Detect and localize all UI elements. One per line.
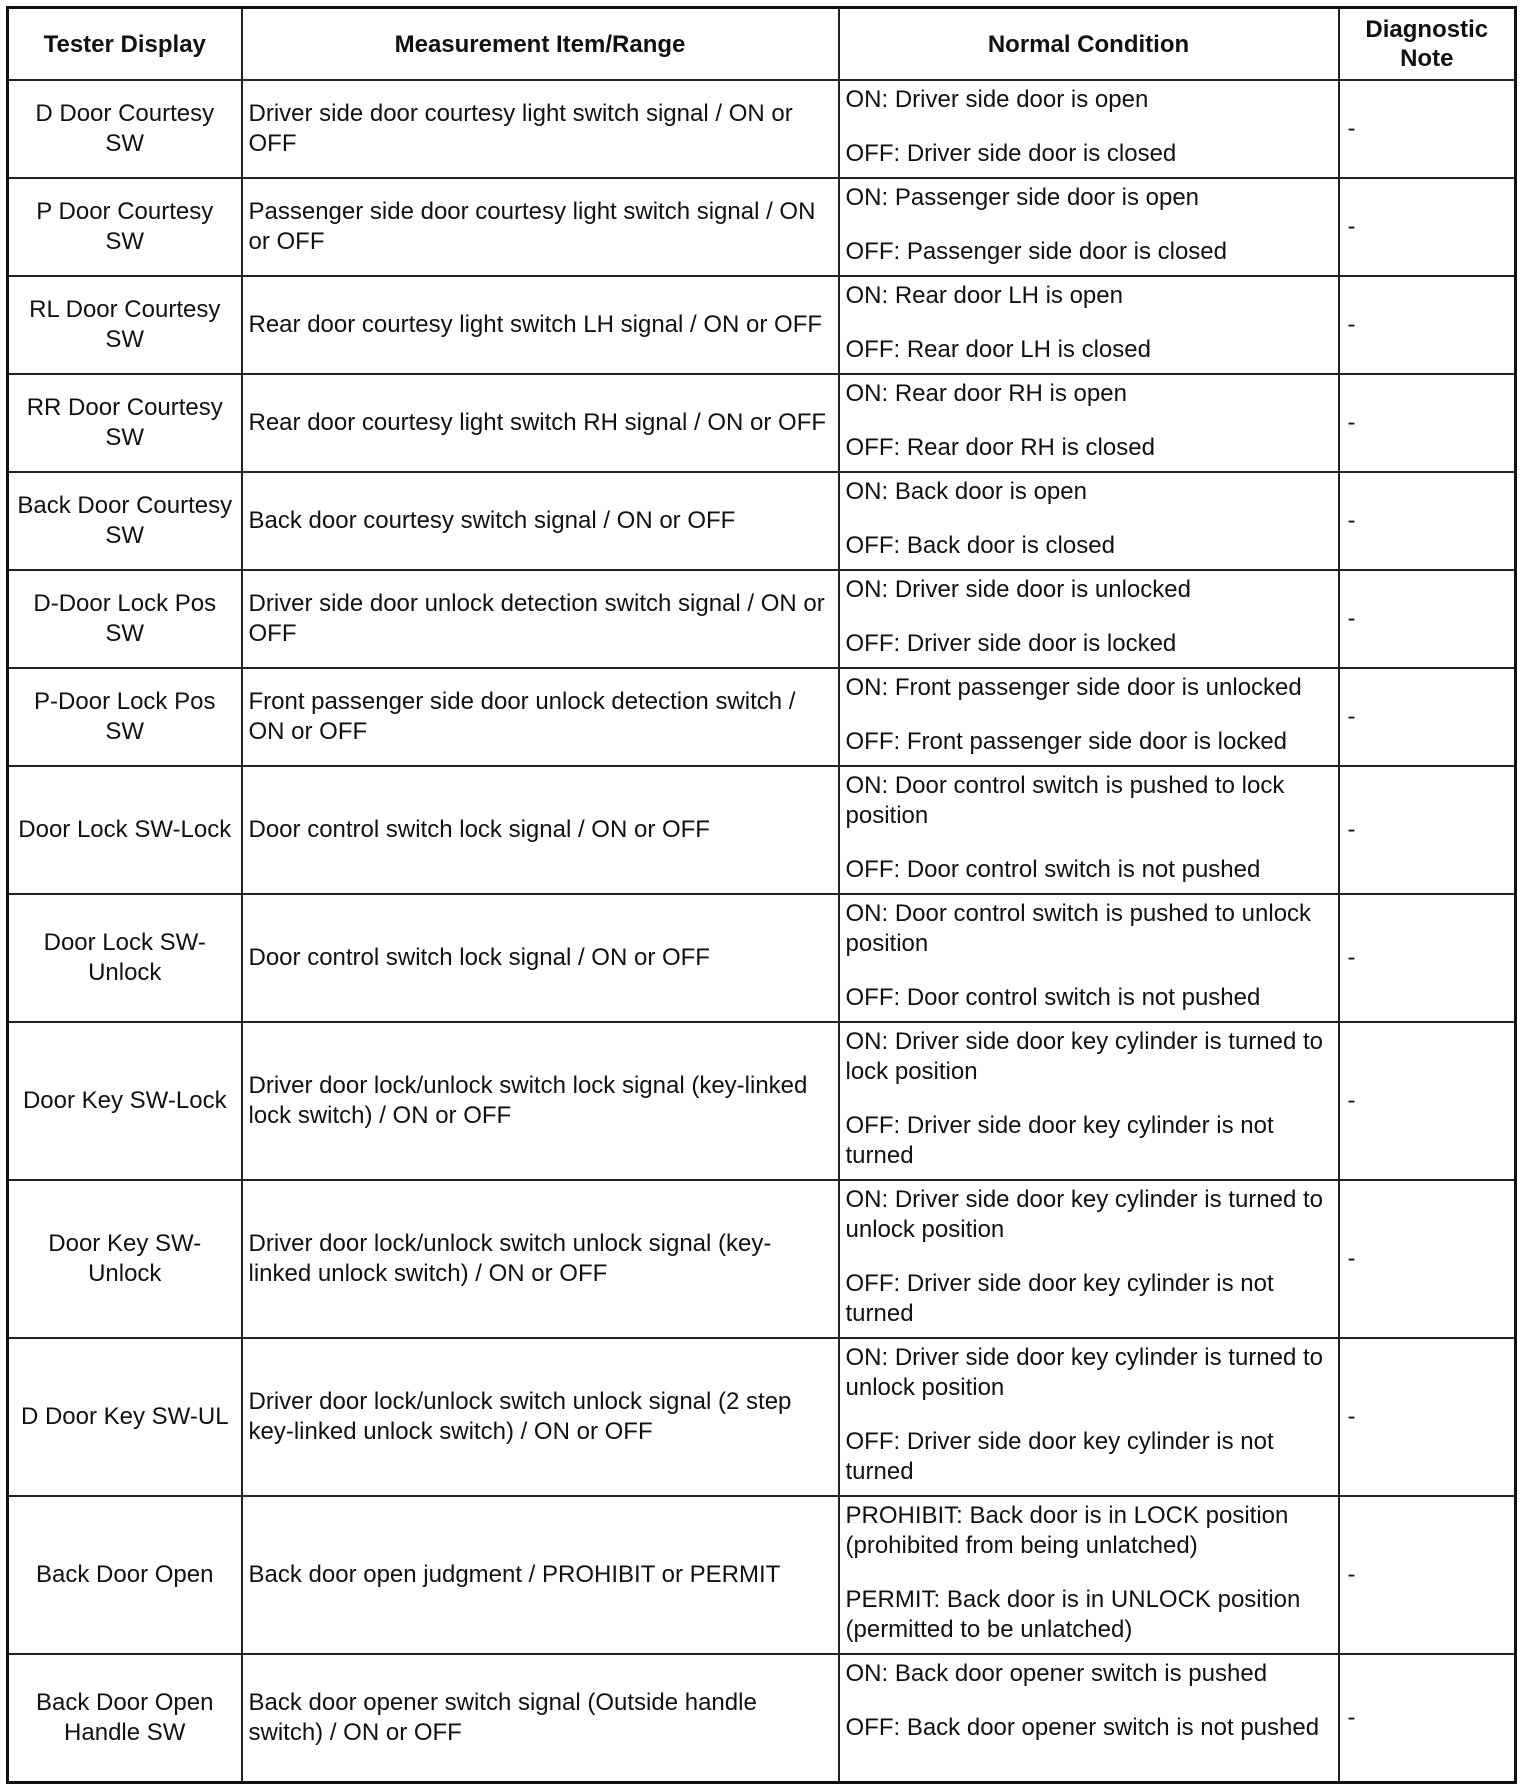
header-tester-display: Tester Display	[8, 8, 242, 81]
table-row	[8, 472, 1516, 570]
diagnostic-note-cell: -	[1339, 1338, 1516, 1496]
table-row	[8, 178, 1516, 276]
table-row	[8, 570, 1516, 668]
normal-condition-cell	[839, 894, 1339, 1022]
diagnostic-note-cell: -	[1339, 1654, 1516, 1782]
diagnostic-note-cell: -	[1339, 766, 1516, 894]
condition-line: ON: Driver side door key cylinder is turned to unlock position	[845, 1344, 1324, 1401]
measurement-cell: Driver door lock/unlock switch unlock signal (2 step key-linked unlock switch) / ON or OFF	[242, 1338, 839, 1496]
table-row	[8, 1022, 1516, 1180]
condition-line: ON: Rear door LH is open	[845, 282, 1123, 309]
tester-display-cell: Door Lock SW-Lock	[8, 766, 242, 894]
measurement-cell: Back door open judgment / PROHIBIT or PERMIT	[242, 1496, 839, 1654]
condition-line: OFF: Passenger side door is closed	[845, 238, 1228, 265]
condition-line: ON: Passenger side door is open	[845, 184, 1200, 211]
normal-condition-cell	[839, 1180, 1339, 1338]
condition-line: OFF: Back door is closed	[845, 532, 1115, 559]
normal-condition-cell	[839, 766, 1339, 894]
normal-condition-cell	[839, 374, 1339, 472]
normal-condition-cell	[839, 1496, 1339, 1654]
diagnostic-note-cell: -	[1339, 1022, 1516, 1180]
diagnostic-note-cell: -	[1339, 374, 1516, 472]
diagnostic-note-cell: -	[1339, 80, 1516, 178]
measurement-cell: Rear door courtesy light switch RH signal / ON or OFF	[242, 374, 839, 472]
condition-line: OFF: Door control switch is not pushed	[845, 984, 1261, 1011]
tester-display-cell: Back Door Open Handle SW	[8, 1654, 242, 1782]
diagnostic-note-cell: -	[1339, 668, 1516, 766]
tester-display-cell: RR Door Courtesy SW	[8, 374, 242, 472]
measurement-cell: Back door opener switch signal (Outside handle switch) / ON or OFF	[242, 1654, 839, 1782]
condition-line: OFF: Driver side door is locked	[845, 630, 1177, 657]
diagnostic-note-cell: -	[1339, 1180, 1516, 1338]
condition-line: PROHIBIT: Back door is in LOCK position (prohibited from being unlatched)	[845, 1502, 1289, 1559]
tester-display-cell: D-Door Lock Pos SW	[8, 570, 242, 668]
table-row	[8, 80, 1516, 178]
header-diagnostic-note: Diagnostic Note	[1339, 8, 1516, 81]
diagnostic-note-cell: -	[1339, 570, 1516, 668]
diagnostic-note-cell: -	[1339, 472, 1516, 570]
normal-condition-cell	[839, 472, 1339, 570]
normal-condition-cell	[839, 80, 1339, 178]
condition-line: OFF: Rear door RH is closed	[845, 434, 1155, 461]
measurement-cell: Back door courtesy switch signal / ON or OFF	[242, 472, 839, 570]
condition-line: ON: Driver side door key cylinder is turned to lock position	[845, 1028, 1324, 1085]
tester-display-cell: D Door Courtesy SW	[8, 80, 242, 178]
tester-display-cell: Door Key SW-Lock	[8, 1022, 242, 1180]
normal-condition-cell	[839, 1338, 1339, 1496]
diagnostic-note-cell: -	[1339, 1496, 1516, 1654]
condition-line: OFF: Driver side door is closed	[845, 140, 1177, 167]
measurement-cell: Front passenger side door unlock detection switch / ON or OFF	[242, 668, 839, 766]
table-row	[8, 766, 1516, 894]
table-row	[8, 1496, 1516, 1654]
normal-condition-cell	[839, 276, 1339, 374]
header-row	[8, 8, 1516, 81]
measurement-cell: Door control switch lock signal / ON or OFF	[242, 766, 839, 894]
normal-condition-cell	[839, 668, 1339, 766]
tester-display-cell: Door Lock SW-Unlock	[8, 894, 242, 1022]
measurement-cell: Driver side door unlock detection switch signal / ON or OFF	[242, 570, 839, 668]
normal-condition-cell	[839, 570, 1339, 668]
measurement-cell: Driver side door courtesy light switch signal / ON or OFF	[242, 80, 839, 178]
tester-display-cell: P Door Courtesy SW	[8, 178, 242, 276]
table-row	[8, 1338, 1516, 1496]
tester-display-cell: Door Key SW-Unlock	[8, 1180, 242, 1338]
table-row	[8, 894, 1516, 1022]
measurement-cell: Driver door lock/unlock switch lock signal (key-linked lock switch) / ON or OFF	[242, 1022, 839, 1180]
condition-line: ON: Driver side door is unlocked	[845, 576, 1191, 603]
condition-line: OFF: Driver side door key cylinder is not turned	[845, 1428, 1274, 1485]
diagnostic-note-cell: -	[1339, 178, 1516, 276]
data-list-table	[6, 6, 1517, 1784]
table-row	[8, 1180, 1516, 1338]
header-measurement: Measurement Item/Range	[242, 8, 839, 81]
measurement-cell: Rear door courtesy light switch LH signal / ON or OFF	[242, 276, 839, 374]
condition-line: ON: Back door opener switch is pushed	[845, 1660, 1268, 1687]
tester-display-cell: Back Door Courtesy SW	[8, 472, 242, 570]
condition-line: ON: Driver side door is open	[845, 86, 1149, 113]
table-row	[8, 276, 1516, 374]
condition-line: OFF: Back door opener switch is not pushed	[845, 1714, 1320, 1741]
tester-display-cell: Back Door Open	[8, 1496, 242, 1654]
condition-line: ON: Back door is open	[845, 478, 1087, 505]
normal-condition-cell	[839, 1654, 1339, 1782]
condition-line: OFF: Front passenger side door is locked	[845, 728, 1288, 755]
table-row	[8, 1654, 1516, 1782]
tester-display-cell: RL Door Courtesy SW	[8, 276, 242, 374]
condition-line: ON: Door control switch is pushed to lock position	[845, 772, 1285, 829]
tester-display-cell: P-Door Lock Pos SW	[8, 668, 242, 766]
diagnostic-note-cell: -	[1339, 276, 1516, 374]
condition-line: ON: Front passenger side door is unlocked	[845, 674, 1302, 701]
condition-line: OFF: Driver side door key cylinder is not turned	[845, 1270, 1274, 1327]
condition-line: ON: Door control switch is pushed to unlock position	[845, 900, 1312, 957]
header-normal-condition: Normal Condition	[839, 8, 1339, 81]
diagnostic-note-cell: -	[1339, 894, 1516, 1022]
measurement-cell: Passenger side door courtesy light switch signal / ON or OFF	[242, 178, 839, 276]
condition-line: OFF: Rear door LH is closed	[845, 336, 1151, 363]
normal-condition-cell	[839, 178, 1339, 276]
measurement-cell: Driver door lock/unlock switch unlock signal (key-linked unlock switch) / ON or OFF	[242, 1180, 839, 1338]
table-row	[8, 374, 1516, 472]
table-row	[8, 668, 1516, 766]
condition-line: ON: Rear door RH is open	[845, 380, 1127, 407]
tester-display-cell: D Door Key SW-UL	[8, 1338, 242, 1496]
measurement-cell: Door control switch lock signal / ON or OFF	[242, 894, 839, 1022]
normal-condition-cell	[839, 1022, 1339, 1180]
condition-line: OFF: Door control switch is not pushed	[845, 856, 1261, 883]
condition-line: ON: Driver side door key cylinder is turned to unlock position	[845, 1186, 1324, 1243]
condition-line: PERMIT: Back door is in UNLOCK position (permitted to be unlatched)	[845, 1586, 1301, 1643]
condition-line: OFF: Driver side door key cylinder is not turned	[845, 1112, 1274, 1169]
